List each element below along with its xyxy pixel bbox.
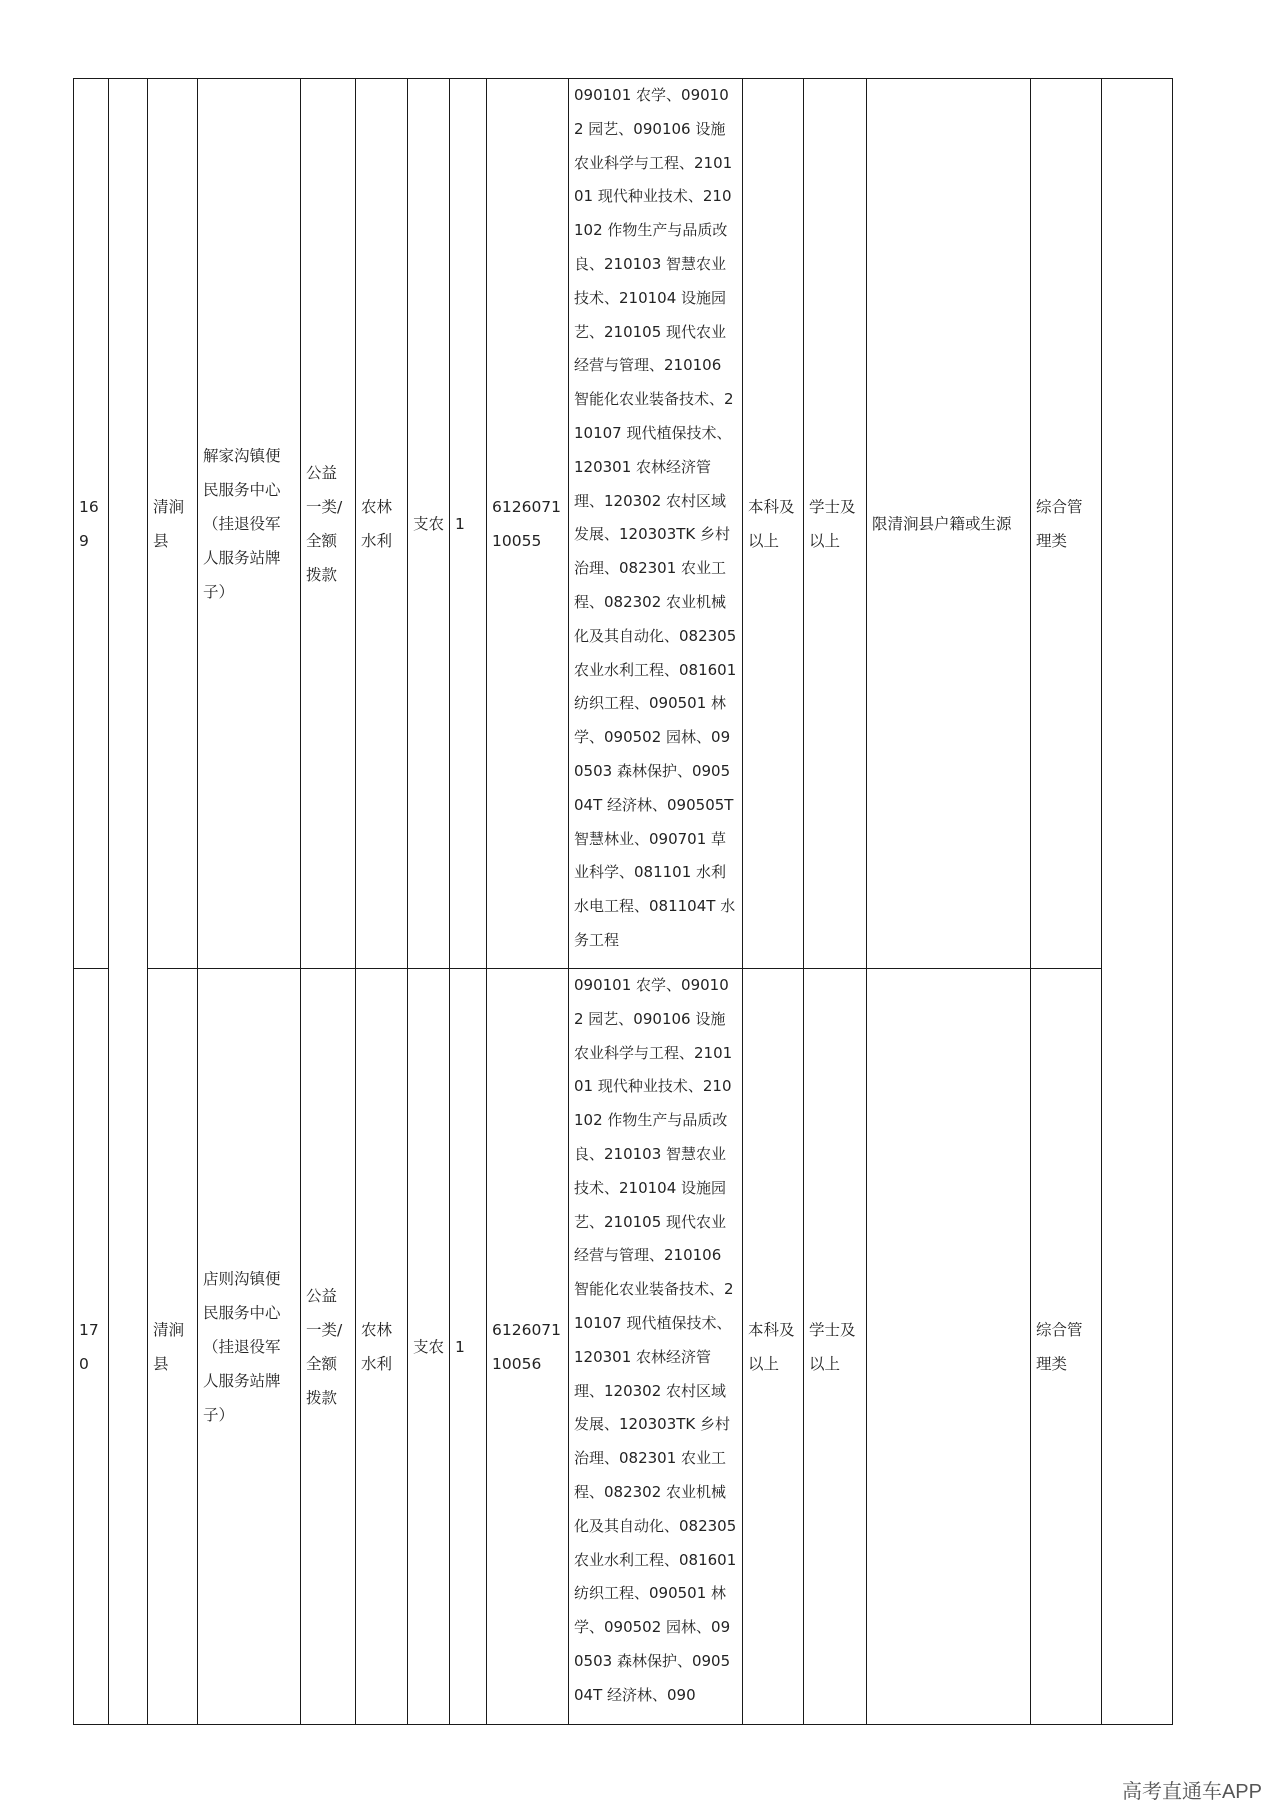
remark-cell xyxy=(1102,79,1173,1725)
unit-type-cell: 公益一类/全额拨款 xyxy=(301,969,356,1725)
county-cell: 清涧县 xyxy=(148,969,198,1725)
unit-type-cell: 公益一类/全额拨款 xyxy=(301,79,356,969)
other-requirements-cell xyxy=(867,969,1031,1725)
major-cell: 090101 农学、090102 园艺、090106 设施农业科学与工程、210101 现代种业技术、210102 作物生产与品质改良、210103 智慧农业技术、210104 设施园艺、210105 现代农业经营与管理、210106 智能化农业装备技术、210107 现代植保技术、120301 农林经济管理、120302 农村区域发展、120303TK 乡村治理、082301 农业工程、082302 农业机械化及其自动化、082305 农业水利工程、081601 纺织工程、090501 林学、090502 园林、090503 森林保护、090504T 经济林、090505T 智慧林业、090701 草业科学、081101 水利水电工程、081104T 水务工程 xyxy=(569,79,743,969)
post-cell: 支农 xyxy=(408,969,450,1725)
table-row xyxy=(74,79,1173,969)
recruitment-table xyxy=(73,78,1173,1725)
count-cell: 1 xyxy=(450,969,487,1725)
field-cell: 农林水利 xyxy=(356,79,408,969)
other-requirements-cell: 限清涧县户籍或生源 xyxy=(867,79,1031,969)
education-cell: 本科及以上 xyxy=(743,79,804,969)
county-cell: 清涧县 xyxy=(148,79,198,969)
unit-cell: 店则沟镇便民服务中心（挂退役军人服务站牌子） xyxy=(198,969,301,1725)
major-cell: 090101 农学、090102 园艺、090106 设施农业科学与工程、210101 现代种业技术、210102 作物生产与品质改良、210103 智慧农业技术、210104 设施园艺、210105 现代农业经营与管理、210106 智能化农业装备技术、210107 现代植保技术、120301 农林经济管理、120302 农村区域发展、120303TK 乡村治理、082301 农业工程、082302 农业机械化及其自动化、082305 农业水利工程、081601 纺织工程、090501 林学、090502 园林、090503 森林保护、090504T 经济林、090 xyxy=(569,969,743,1725)
table-row xyxy=(74,969,1173,1725)
post-code-cell: 612607110055 xyxy=(487,79,569,969)
field-cell: 农林水利 xyxy=(356,969,408,1725)
empty-cell xyxy=(109,79,148,1725)
exam-type-cell: 综合管理类 xyxy=(1031,969,1102,1725)
watermark: 高考直通车APP xyxy=(1121,1781,1262,1803)
row-number: 170 xyxy=(74,969,109,1725)
degree-cell: 学士及以上 xyxy=(804,79,867,969)
post-cell: 支农 xyxy=(408,79,450,969)
degree-cell: 学士及以上 xyxy=(804,969,867,1725)
row-number: 169 xyxy=(74,79,109,969)
post-code-cell: 612607110056 xyxy=(487,969,569,1725)
unit-cell: 解家沟镇便民服务中心（挂退役军人服务站牌子） xyxy=(198,79,301,969)
exam-type-cell: 综合管理类 xyxy=(1031,79,1102,969)
count-cell: 1 xyxy=(450,79,487,969)
education-cell: 本科及以上 xyxy=(743,969,804,1725)
